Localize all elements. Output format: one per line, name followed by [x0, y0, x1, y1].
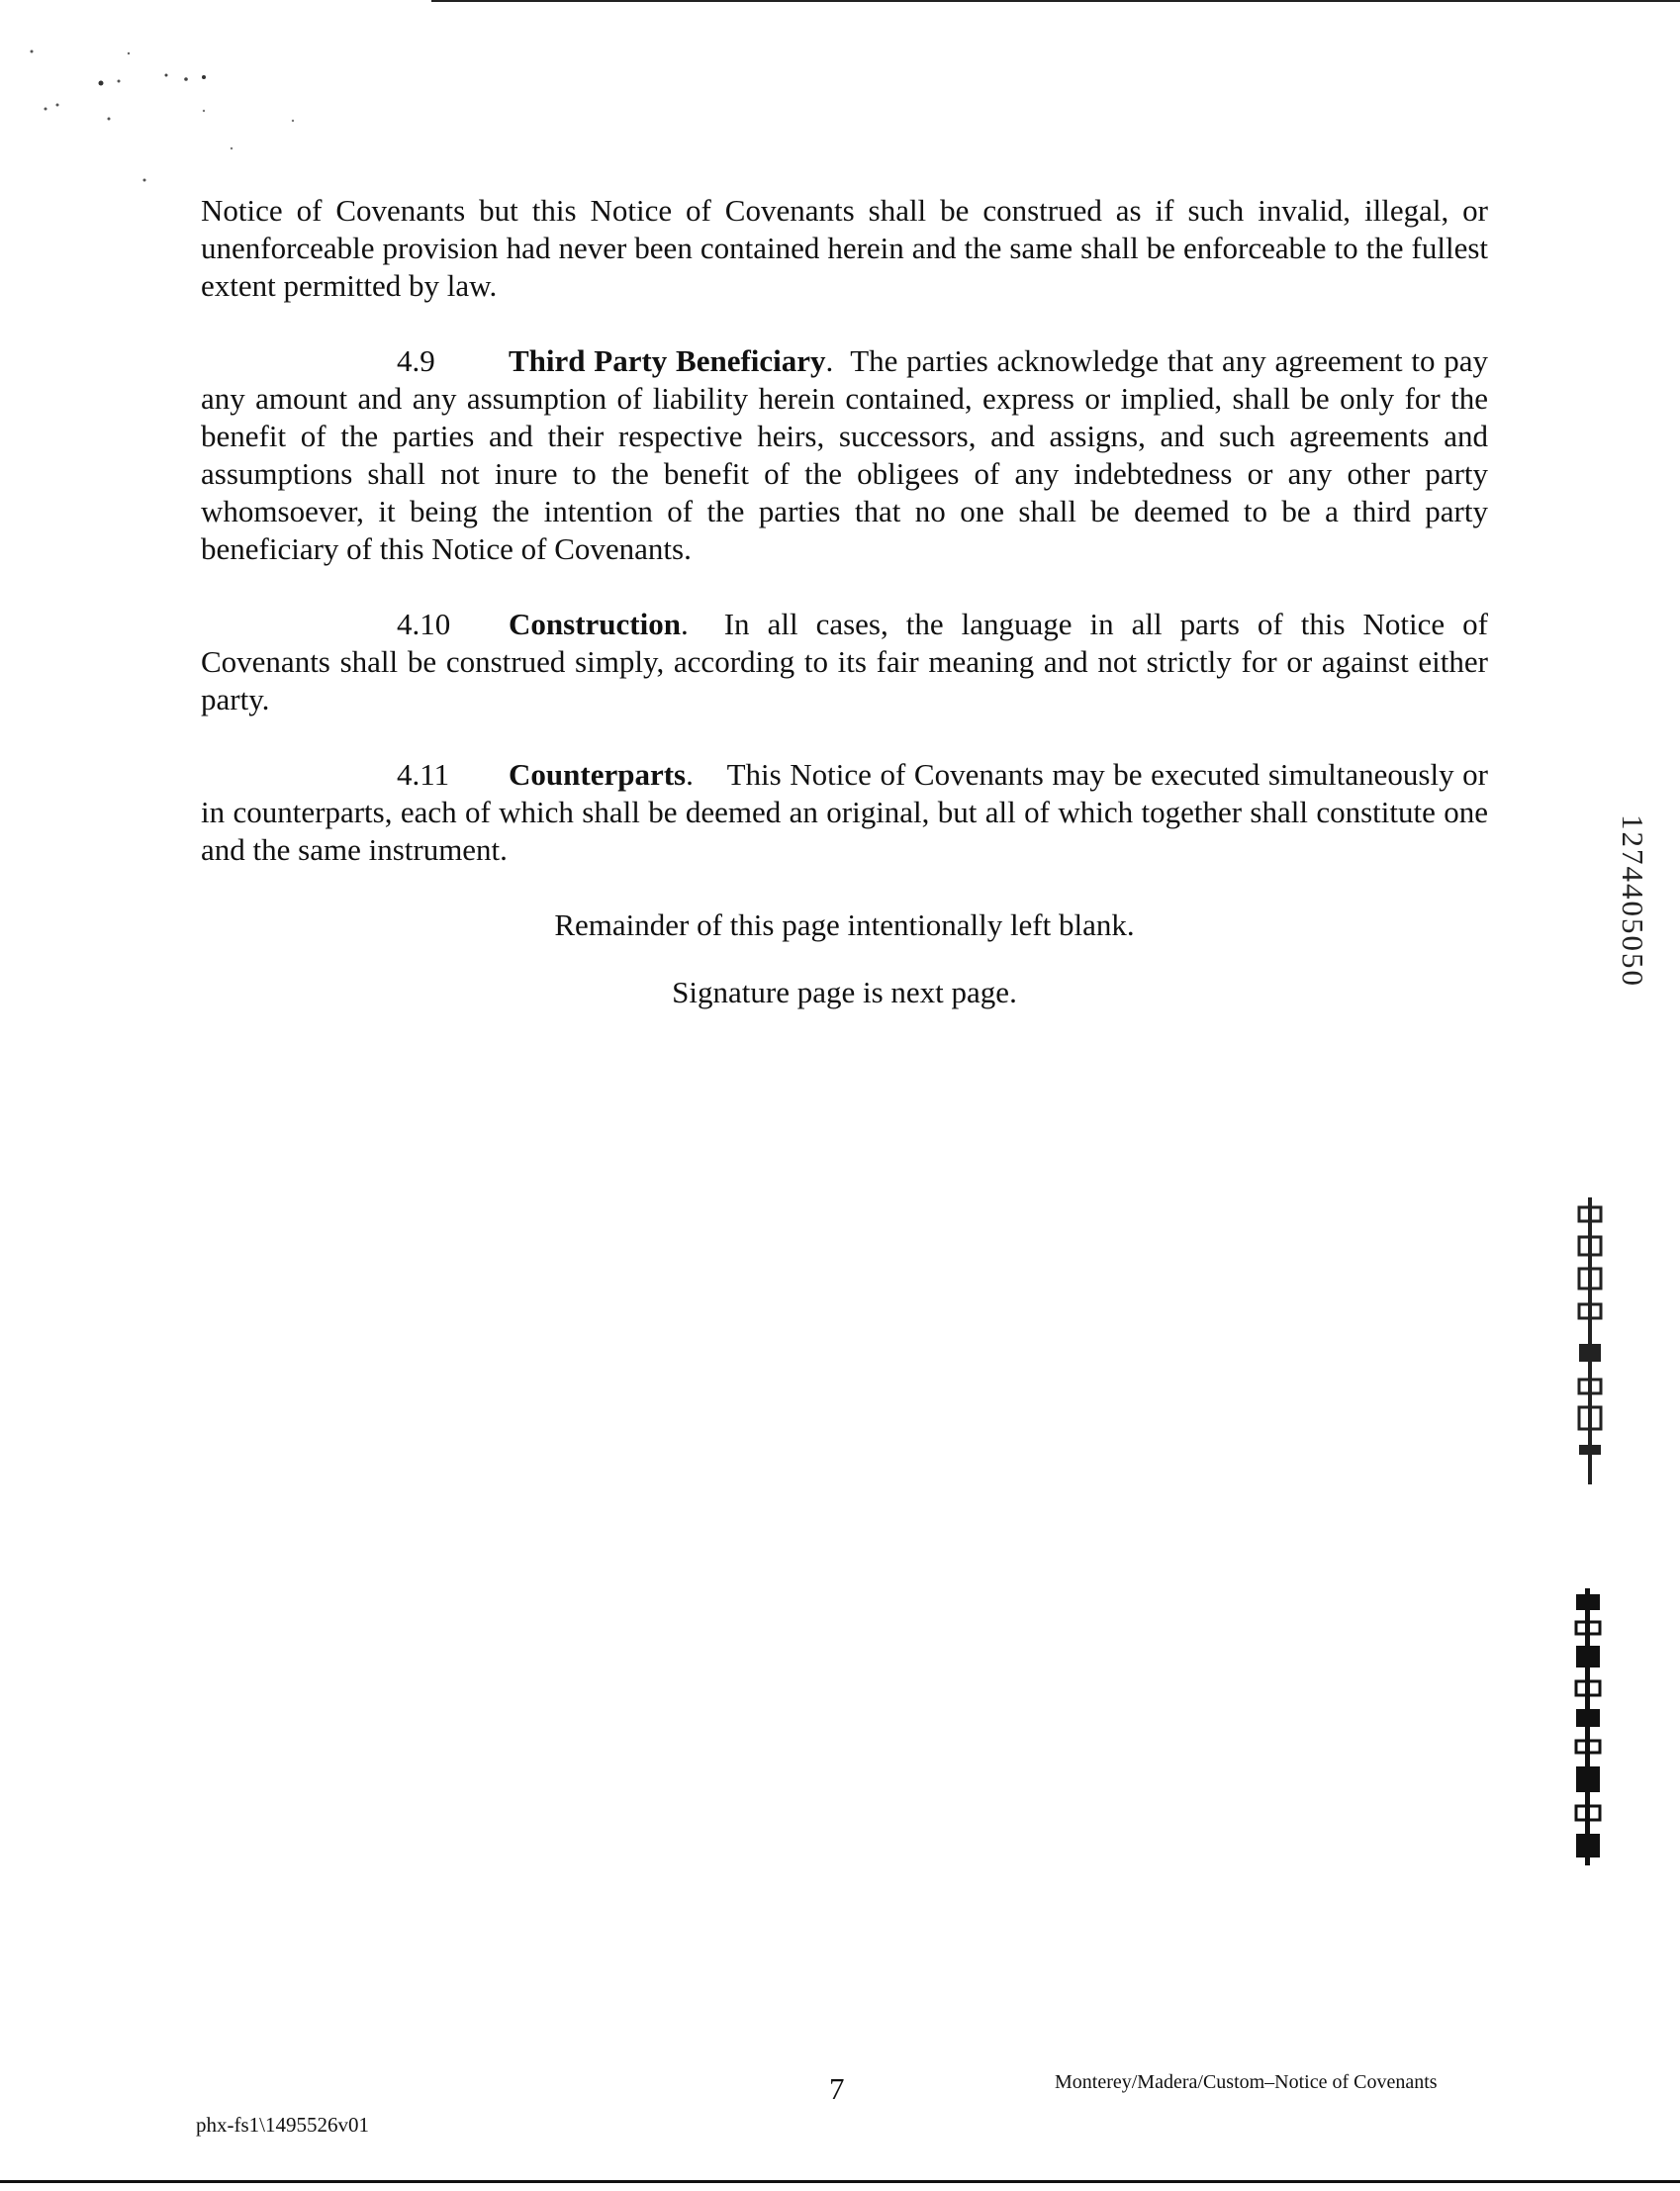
document-title-footer: Monterey/Madera/Custom–Notice of Covenants [1055, 2071, 1438, 2093]
section-text: In all cases, the language in all parts of this Notice of Covenants shall be construed simply, according to its fair meaning and not strictly for or against either party. [201, 607, 1489, 716]
signature-notice: Signature page is next page. [672, 975, 1017, 1009]
page-number: 7 [829, 2071, 845, 2106]
margin-stamp-mark [1568, 1588, 1608, 1865]
section-number: 4.11 [397, 757, 450, 792]
section-4-10: 4.10 Construction. In all cases, the language in all parts of this Notice of Covenants shall be construed simply, according to its fair meaning and not strictly for or against either party. [201, 607, 1489, 716]
scan-specks [20, 40, 317, 198]
section-4-9: 4.9 Third Party Beneficiary. The parties acknowledge that any agreement to pay any amount and any assumption of liability herein contained, express or implied, shall be only for the benefit of the parties and their respective heirs, successors, and assigns, and such agreements and assumptions shall not inure to the benefit of the obligees of any indebtedness or any other party whomsoever, it being the intention of the parties that no one shall be deemed to be a third party beneficiary of this Notice of Covenants. [201, 343, 1488, 566]
recording-number: 1274405050 [1616, 814, 1650, 988]
section-text: The parties acknowledge that any agreement to pay any amount and any assumption of liability herein contained, express or implied, shall be only for the benefit of the parties and their respective heirs, successors, and assigns, and such agreements and assumptions shall not inure to the benefit of the obligees of any indebtedness or any other party whomsoever, it being the intention of the parties that no one shall be deemed to be a third party beneficiary of this Notice of Covenants. [201, 343, 1488, 566]
bottom-edge-rule [0, 2180, 1680, 2183]
document-body [201, 192, 1488, 1049]
margin-stamp-mark [1573, 1197, 1607, 1484]
intro-paragraph: Notice of Covenants but this Notice of Covenants shall be construed as if such invalid, illegal, or unenforceable provision had never been contained herein and the same shall be enforceable to the fullest extent permitted by law. [201, 193, 1488, 303]
section-heading: Third Party Beneficiary [509, 343, 826, 378]
section-heading: Counterparts [509, 757, 687, 792]
file-reference: phx-fs1\1495526v01 [196, 2113, 369, 2137]
section-4-11: 4.11 Counterparts. This Notice of Covenants may be executed simultaneously or in counterparts, each of which shall be deemed an original, but all of which together shall constitute one and the same instrument. [201, 757, 1488, 867]
section-heading: Construction [509, 607, 681, 641]
section-number: 4.9 [397, 343, 435, 378]
blank-notice: Remainder of this page intentionally left blank. [554, 907, 1135, 942]
section-number: 4.10 [397, 607, 451, 641]
section-text: This Notice of Covenants may be executed simultaneously or in counterparts, each of which shall be deemed an original, but all of which together shall constitute one and the same instrument. [201, 757, 1488, 867]
top-edge-rule [431, 0, 1680, 2]
